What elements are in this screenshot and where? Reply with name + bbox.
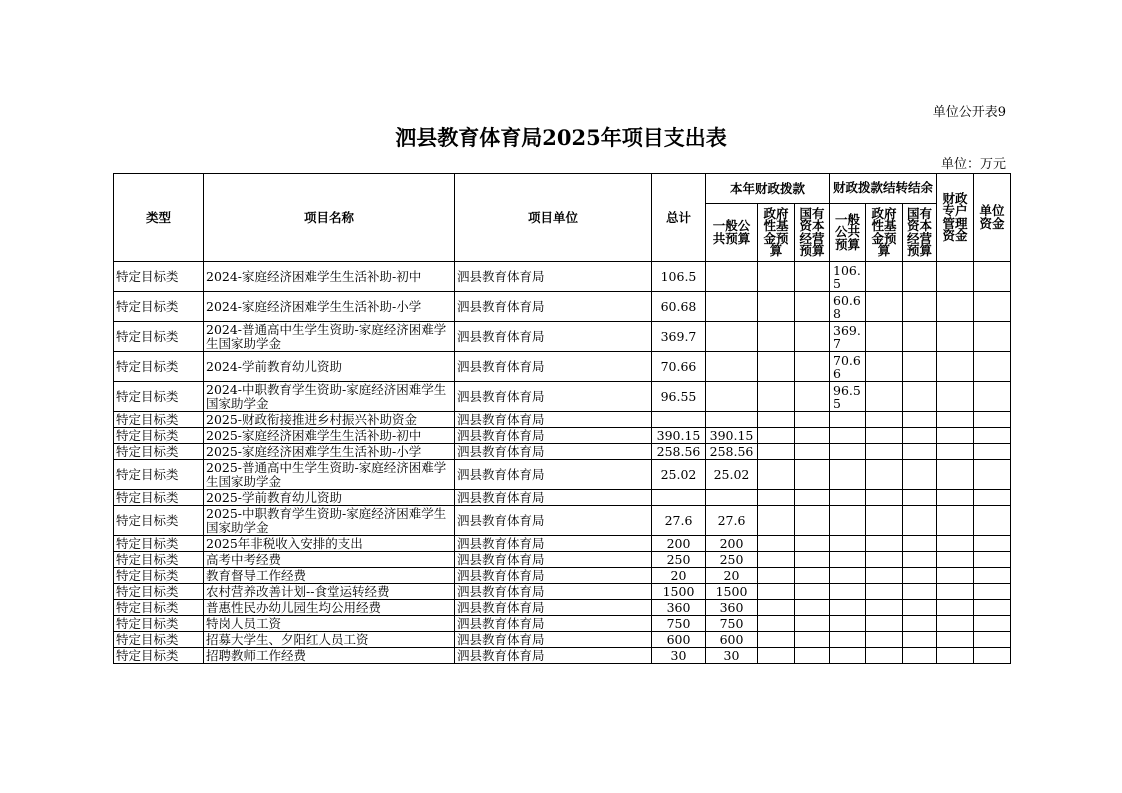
header-carry-general: 一般公共预算 — [830, 204, 866, 262]
cell-carry-state-capital — [903, 262, 937, 292]
cell-carry-gov-fund — [866, 460, 903, 490]
cell-special-account — [937, 262, 974, 292]
cell-carry-general — [830, 616, 866, 632]
cell-project-unit: 泗县教育体育局 — [455, 536, 652, 552]
cell-special-account — [937, 352, 974, 382]
cell-gov-fund — [758, 412, 795, 428]
cell-gov-fund — [758, 428, 795, 444]
cell-total: 200 — [652, 536, 706, 552]
cell-unit-funds — [974, 444, 1011, 460]
cell-gov-fund — [758, 352, 795, 382]
cell-total: 1500 — [652, 584, 706, 600]
cell-general-budget: 250 — [706, 552, 758, 568]
cell-project-unit: 泗县教育体育局 — [455, 262, 652, 292]
cell-carry-general: 60.68 — [830, 292, 866, 322]
cell-carry-general — [830, 584, 866, 600]
cell-carry-gov-fund — [866, 568, 903, 584]
header-carry-state-capital: 国有资本经营预算 — [903, 204, 937, 262]
cell-type: 特定目标类 — [114, 352, 204, 382]
cell-carry-state-capital — [903, 552, 937, 568]
cell-type: 特定目标类 — [114, 292, 204, 322]
cell-general-budget: 600 — [706, 632, 758, 648]
cell-general-budget — [706, 292, 758, 322]
cell-carry-general — [830, 632, 866, 648]
cell-carry-general — [830, 648, 866, 664]
cell-type: 特定目标类 — [114, 506, 204, 536]
cell-carry-gov-fund — [866, 428, 903, 444]
project-expenditure-table — [113, 173, 1011, 664]
cell-special-account — [937, 322, 974, 352]
cell-type: 特定目标类 — [114, 584, 204, 600]
cell-carry-state-capital — [903, 352, 937, 382]
cell-project-unit: 泗县教育体育局 — [455, 552, 652, 568]
cell-total: 30 — [652, 648, 706, 664]
cell-type: 特定目标类 — [114, 600, 204, 616]
cell-project-name: 农村营养改善计划--食堂运转经费 — [204, 584, 455, 600]
cell-unit-funds — [974, 536, 1011, 552]
cell-project-unit: 泗县教育体育局 — [455, 460, 652, 490]
cell-type: 特定目标类 — [114, 322, 204, 352]
cell-unit-funds — [974, 584, 1011, 600]
cell-project-name: 2025-家庭经济困难学生生活补助-初中 — [204, 428, 455, 444]
cell-project-name: 2025-财政衔接推进乡村振兴补助资金 — [204, 412, 455, 428]
cell-special-account — [937, 292, 974, 322]
cell-carry-state-capital — [903, 292, 937, 322]
cell-type: 特定目标类 — [114, 382, 204, 412]
cell-general-budget: 200 — [706, 536, 758, 552]
table-row — [114, 568, 1011, 584]
cell-project-name: 2024-学前教育幼儿资助 — [204, 352, 455, 382]
cell-total: 258.56 — [652, 444, 706, 460]
cell-carry-state-capital — [903, 536, 937, 552]
cell-special-account — [937, 616, 974, 632]
cell-special-account — [937, 632, 974, 648]
cell-type: 特定目标类 — [114, 460, 204, 490]
cell-general-budget — [706, 490, 758, 506]
cell-carry-gov-fund — [866, 292, 903, 322]
cell-general-budget: 1500 — [706, 584, 758, 600]
cell-carry-state-capital — [903, 460, 937, 490]
cell-carry-general: 70.66 — [830, 352, 866, 382]
cell-general-budget: 360 — [706, 600, 758, 616]
cell-project-unit: 泗县教育体育局 — [455, 648, 652, 664]
cell-state-capital — [795, 490, 830, 506]
cell-gov-fund — [758, 648, 795, 664]
header-type: 类型 — [114, 174, 204, 262]
cell-general-budget — [706, 382, 758, 412]
table-row — [114, 444, 1011, 460]
table-row — [114, 616, 1011, 632]
cell-project-name: 2025-学前教育幼儿资助 — [204, 490, 455, 506]
cell-unit-funds — [974, 490, 1011, 506]
header-state-capital: 国有资本经营预算 — [795, 204, 830, 262]
cell-special-account — [937, 382, 974, 412]
cell-carry-general — [830, 444, 866, 460]
cell-carry-gov-fund — [866, 536, 903, 552]
cell-gov-fund — [758, 382, 795, 412]
cell-carry-gov-fund — [866, 648, 903, 664]
cell-state-capital — [795, 584, 830, 600]
cell-carry-gov-fund — [866, 352, 903, 382]
cell-general-budget — [706, 412, 758, 428]
cell-type: 特定目标类 — [114, 616, 204, 632]
unit-label: 单位：万元 — [940, 157, 1006, 172]
cell-total: 369.7 — [652, 322, 706, 352]
cell-project-unit: 泗县教育体育局 — [455, 382, 652, 412]
cell-project-name: 2024-家庭经济困难学生生活补助-初中 — [204, 262, 455, 292]
table-row — [114, 506, 1011, 536]
cell-state-capital — [795, 536, 830, 552]
cell-general-budget: 258.56 — [706, 444, 758, 460]
cell-general-budget: 25.02 — [706, 460, 758, 490]
cell-gov-fund — [758, 292, 795, 322]
table-row — [114, 584, 1011, 600]
cell-state-capital — [795, 382, 830, 412]
cell-total: 360 — [652, 600, 706, 616]
cell-gov-fund — [758, 322, 795, 352]
cell-unit-funds — [974, 552, 1011, 568]
cell-special-account — [937, 552, 974, 568]
cell-general-budget: 750 — [706, 616, 758, 632]
cell-total: 27.6 — [652, 506, 706, 536]
cell-gov-fund — [758, 632, 795, 648]
cell-project-unit: 泗县教育体育局 — [455, 490, 652, 506]
cell-project-unit: 泗县教育体育局 — [455, 616, 652, 632]
cell-total: 600 — [652, 632, 706, 648]
cell-unit-funds — [974, 428, 1011, 444]
header-general-budget: 一般公共预算 — [706, 204, 758, 262]
cell-carry-general — [830, 600, 866, 616]
cell-general-budget: 390.15 — [706, 428, 758, 444]
cell-state-capital — [795, 616, 830, 632]
cell-state-capital — [795, 632, 830, 648]
cell-special-account — [937, 648, 974, 664]
cell-type: 特定目标类 — [114, 552, 204, 568]
cell-project-name: 2024-家庭经济困难学生生活补助-小学 — [204, 292, 455, 322]
cell-state-capital — [795, 352, 830, 382]
cell-type: 特定目标类 — [114, 632, 204, 648]
cell-project-name: 招募大学生、夕阳红人员工资 — [204, 632, 455, 648]
cell-project-name: 特岗人员工资 — [204, 616, 455, 632]
cell-general-budget — [706, 262, 758, 292]
cell-type: 特定目标类 — [114, 428, 204, 444]
table-row — [114, 322, 1011, 352]
cell-unit-funds — [974, 412, 1011, 428]
cell-special-account — [937, 490, 974, 506]
cell-gov-fund — [758, 460, 795, 490]
cell-gov-fund — [758, 506, 795, 536]
cell-gov-fund — [758, 262, 795, 292]
table-row — [114, 632, 1011, 648]
cell-general-budget: 27.6 — [706, 506, 758, 536]
cell-project-name: 2024-普通高中生学生资助-家庭经济困难学生国家助学金 — [204, 322, 455, 352]
cell-project-unit: 泗县教育体育局 — [455, 506, 652, 536]
cell-carry-gov-fund — [866, 632, 903, 648]
cell-gov-fund — [758, 490, 795, 506]
cell-carry-gov-fund — [866, 444, 903, 460]
cell-special-account — [937, 584, 974, 600]
cell-carry-gov-fund — [866, 552, 903, 568]
cell-carry-general — [830, 412, 866, 428]
cell-total: 96.55 — [652, 382, 706, 412]
cell-carry-gov-fund — [866, 412, 903, 428]
form-number: 单位公开表9 — [932, 105, 1006, 120]
cell-state-capital — [795, 262, 830, 292]
cell-carry-state-capital — [903, 322, 937, 352]
table-row — [114, 490, 1011, 506]
cell-state-capital — [795, 552, 830, 568]
cell-carry-state-capital — [903, 632, 937, 648]
table-row — [114, 428, 1011, 444]
cell-carry-general: 106.5 — [830, 262, 866, 292]
cell-type: 特定目标类 — [114, 536, 204, 552]
cell-type: 特定目标类 — [114, 490, 204, 506]
cell-carry-gov-fund — [866, 382, 903, 412]
cell-state-capital — [795, 444, 830, 460]
cell-project-unit: 泗县教育体育局 — [455, 322, 652, 352]
table-row — [114, 382, 1011, 412]
cell-project-unit: 泗县教育体育局 — [455, 568, 652, 584]
cell-gov-fund — [758, 552, 795, 568]
cell-unit-funds — [974, 600, 1011, 616]
header-project-name: 项目名称 — [204, 174, 455, 262]
cell-general-budget — [706, 322, 758, 352]
table-row — [114, 648, 1011, 664]
cell-gov-fund — [758, 584, 795, 600]
cell-total: 390.15 — [652, 428, 706, 444]
cell-carry-state-capital — [903, 428, 937, 444]
cell-unit-funds — [974, 352, 1011, 382]
cell-state-capital — [795, 600, 830, 616]
cell-total: 70.66 — [652, 352, 706, 382]
cell-unit-funds — [974, 616, 1011, 632]
header-project-unit: 项目单位 — [455, 174, 652, 262]
cell-project-name: 招聘教师工作经费 — [204, 648, 455, 664]
cell-gov-fund — [758, 536, 795, 552]
cell-carry-gov-fund — [866, 322, 903, 352]
cell-unit-funds — [974, 262, 1011, 292]
cell-gov-fund — [758, 616, 795, 632]
cell-project-unit: 泗县教育体育局 — [455, 600, 652, 616]
cell-carry-general — [830, 506, 866, 536]
cell-carry-state-capital — [903, 444, 937, 460]
cell-type: 特定目标类 — [114, 648, 204, 664]
cell-carry-general — [830, 490, 866, 506]
header-carry-gov-fund: 政府性基金预算 — [866, 204, 903, 262]
cell-project-name: 高考中考经费 — [204, 552, 455, 568]
cell-general-budget: 30 — [706, 648, 758, 664]
cell-unit-funds — [974, 322, 1011, 352]
cell-state-capital — [795, 292, 830, 322]
table-row — [114, 292, 1011, 322]
cell-total: 750 — [652, 616, 706, 632]
table-row — [114, 412, 1011, 428]
cell-carry-general — [830, 568, 866, 584]
table-row — [114, 536, 1011, 552]
cell-project-name: 2025-中职教育学生资助-家庭经济困难学生国家助学金 — [204, 506, 455, 536]
cell-project-unit: 泗县教育体育局 — [455, 632, 652, 648]
cell-carry-gov-fund — [866, 600, 903, 616]
cell-state-capital — [795, 460, 830, 490]
header-carryover-group: 财政拨款结转结余 — [830, 174, 937, 204]
table-row — [114, 460, 1011, 490]
cell-carry-general — [830, 552, 866, 568]
cell-special-account — [937, 428, 974, 444]
cell-carry-state-capital — [903, 600, 937, 616]
cell-carry-state-capital — [903, 382, 937, 412]
header-total: 总计 — [652, 174, 706, 262]
cell-carry-state-capital — [903, 490, 937, 506]
cell-carry-general — [830, 460, 866, 490]
cell-special-account — [937, 506, 974, 536]
cell-carry-general — [830, 428, 866, 444]
cell-project-unit: 泗县教育体育局 — [455, 444, 652, 460]
cell-project-name: 2025-普通高中生学生资助-家庭经济困难学生国家助学金 — [204, 460, 455, 490]
page-title: 泗县教育体育局2025年项目支出表 — [395, 125, 727, 150]
cell-total: 25.02 — [652, 460, 706, 490]
cell-project-name: 教育督导工作经费 — [204, 568, 455, 584]
cell-project-unit: 泗县教育体育局 — [455, 428, 652, 444]
cell-carry-general — [830, 536, 866, 552]
cell-project-unit: 泗县教育体育局 — [455, 584, 652, 600]
header-current-year-group: 本年财政拨款 — [706, 174, 830, 204]
cell-project-name: 普惠性民办幼儿园生均公用经费 — [204, 600, 455, 616]
cell-carry-gov-fund — [866, 506, 903, 536]
cell-state-capital — [795, 506, 830, 536]
header-unit-funds: 单位资金 — [974, 174, 1011, 262]
cell-gov-fund — [758, 568, 795, 584]
header-special-account: 财政专户管理资金 — [937, 174, 974, 262]
cell-total: 250 — [652, 552, 706, 568]
cell-type: 特定目标类 — [114, 444, 204, 460]
cell-carry-state-capital — [903, 568, 937, 584]
cell-project-unit: 泗县教育体育局 — [455, 412, 652, 428]
table-row — [114, 552, 1011, 568]
cell-carry-state-capital — [903, 648, 937, 664]
cell-unit-funds — [974, 292, 1011, 322]
cell-type: 特定目标类 — [114, 262, 204, 292]
cell-project-name: 2025-家庭经济困难学生生活补助-小学 — [204, 444, 455, 460]
cell-general-budget — [706, 352, 758, 382]
cell-carry-state-capital — [903, 616, 937, 632]
cell-carry-gov-fund — [866, 490, 903, 506]
cell-state-capital — [795, 428, 830, 444]
cell-carry-state-capital — [903, 584, 937, 600]
cell-gov-fund — [758, 600, 795, 616]
table-row — [114, 262, 1011, 292]
cell-project-unit: 泗县教育体育局 — [455, 352, 652, 382]
cell-carry-general: 369.7 — [830, 322, 866, 352]
cell-project-name: 2024-中职教育学生资助-家庭经济困难学生国家助学金 — [204, 382, 455, 412]
cell-state-capital — [795, 568, 830, 584]
cell-special-account — [937, 444, 974, 460]
cell-carry-gov-fund — [866, 616, 903, 632]
cell-unit-funds — [974, 632, 1011, 648]
cell-total: 106.5 — [652, 262, 706, 292]
cell-special-account — [937, 600, 974, 616]
cell-unit-funds — [974, 506, 1011, 536]
cell-state-capital — [795, 648, 830, 664]
cell-carry-general: 96.55 — [830, 382, 866, 412]
table-row — [114, 600, 1011, 616]
cell-type: 特定目标类 — [114, 568, 204, 584]
cell-special-account — [937, 536, 974, 552]
cell-carry-state-capital — [903, 506, 937, 536]
cell-total: 20 — [652, 568, 706, 584]
table-row — [114, 352, 1011, 382]
cell-carry-gov-fund — [866, 584, 903, 600]
cell-unit-funds — [974, 568, 1011, 584]
cell-total — [652, 412, 706, 428]
cell-gov-fund — [758, 444, 795, 460]
cell-special-account — [937, 412, 974, 428]
cell-project-name: 2025年非税收入安排的支出 — [204, 536, 455, 552]
cell-carry-state-capital — [903, 412, 937, 428]
cell-state-capital — [795, 412, 830, 428]
cell-special-account — [937, 460, 974, 490]
cell-general-budget: 20 — [706, 568, 758, 584]
cell-carry-gov-fund — [866, 262, 903, 292]
cell-special-account — [937, 568, 974, 584]
cell-total: 60.68 — [652, 292, 706, 322]
header-gov-fund: 政府性基金预算 — [758, 204, 795, 262]
cell-state-capital — [795, 322, 830, 352]
cell-unit-funds — [974, 382, 1011, 412]
cell-project-unit: 泗县教育体育局 — [455, 292, 652, 322]
cell-total — [652, 490, 706, 506]
cell-unit-funds — [974, 648, 1011, 664]
cell-unit-funds — [974, 460, 1011, 490]
cell-type: 特定目标类 — [114, 412, 204, 428]
